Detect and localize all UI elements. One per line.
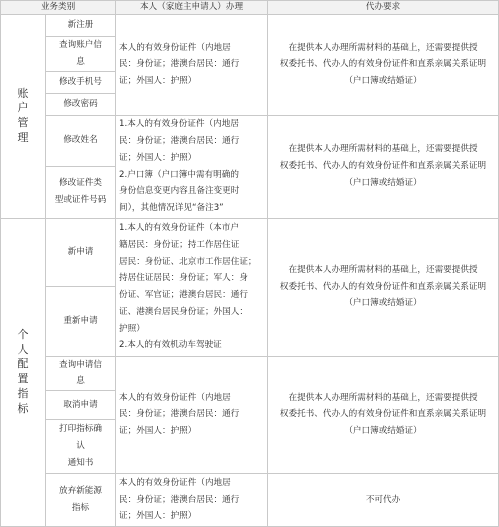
table-header-row xyxy=(1,1,499,15)
header-category: 业务类别 xyxy=(1,1,116,15)
requirement-cell: 本人的有效身份证件（内地居 民：身份证；港澳台居民：通行 证；外国人：护照） xyxy=(116,356,268,474)
table-row xyxy=(1,115,499,166)
agent-requirement-cell: 在提供本人办理所需材料的基础上，还需要提供授 权委托书、代办人的有效身份证件和直系亲属关系证明 （户口簿或结婚证） xyxy=(268,15,499,116)
biz-give-up-new-energy: 放弃新能源 指标 xyxy=(46,474,116,527)
biz-reapply: 重新申请 xyxy=(46,286,116,356)
biz-new-application: 新申请 xyxy=(46,218,116,286)
requirement-cell: 本人的有效身份证件（内地居 民：身份证；港澳台居民：通行 证；外国人：护照） xyxy=(116,474,268,527)
biz-change-name: 修改姓名 xyxy=(46,115,116,166)
table-row xyxy=(1,474,499,527)
biz-query-account: 查询账户信 息 xyxy=(46,37,116,72)
table-row xyxy=(1,356,499,391)
agent-requirement-cell-no-proxy: 不可代办 xyxy=(268,474,499,527)
requirement-cell: 本人的有效身份证件（内地居 民：身份证；港澳台居民：通行 证；外国人：护照） xyxy=(116,15,268,116)
agent-requirement-cell: 在提供本人办理所需材料的基础上，还需要提供授 权委托书、代办人的有效身份证件和直系亲属关系证明 （户口簿或结婚证） xyxy=(268,115,499,218)
biz-cancel-application: 取消申请 xyxy=(46,391,116,420)
header-self: 本人（家庭主申请人）办理 xyxy=(116,1,268,15)
biz-change-id-type: 修改证件类 型或证件号码 xyxy=(46,166,116,218)
agent-requirement-cell: 在提供本人办理所需材料的基础上，还需要提供授 权委托书、代办人的有效身份证件和直系亲属关系证明 （户口簿或结婚证） xyxy=(268,356,499,474)
header-agent: 代办要求 xyxy=(268,1,499,15)
requirement-cell: 1.本人的有效身份证件（内地居 民：身份证；港澳台居民：通行 证；外国人：护照） 2.户口簿（户口簿中需有明确的 身份信息变更内容且备注变更时 间），其他情况详见“备注3” xyxy=(116,115,268,218)
agent-requirement-cell: 在提供本人办理所需材料的基础上，还需要提供授 权委托书、代办人的有效身份证件和直系亲属关系证明 （户口簿或结婚证） xyxy=(268,218,499,356)
table-row xyxy=(1,15,499,37)
biz-change-phone: 修改手机号 xyxy=(46,71,116,93)
biz-print-confirmation: 打印指标确 认 通知书 xyxy=(46,420,116,474)
requirement-cell: 1.本人的有效身份证件（本市户 籍居民：身份证；持工作居住证 居民：身份证、北京市工作居住证； 持居住证居民：身份证；军人：身 份证、军官证；港澳台居民：通行 证、港澳台居民身份证；外国人： 护照） 2.本人的有效机动车驾驶证 xyxy=(116,218,268,356)
group-label-personal-quota: 个 人 配 置 指 标 xyxy=(1,218,46,527)
biz-query-application: 查询申请信 息 xyxy=(46,356,116,391)
biz-new-register: 新注册 xyxy=(46,15,116,37)
table-row xyxy=(1,218,499,286)
biz-change-password: 修改密码 xyxy=(46,93,116,115)
group-label-account-management: 账 户 管 理 xyxy=(1,15,46,219)
